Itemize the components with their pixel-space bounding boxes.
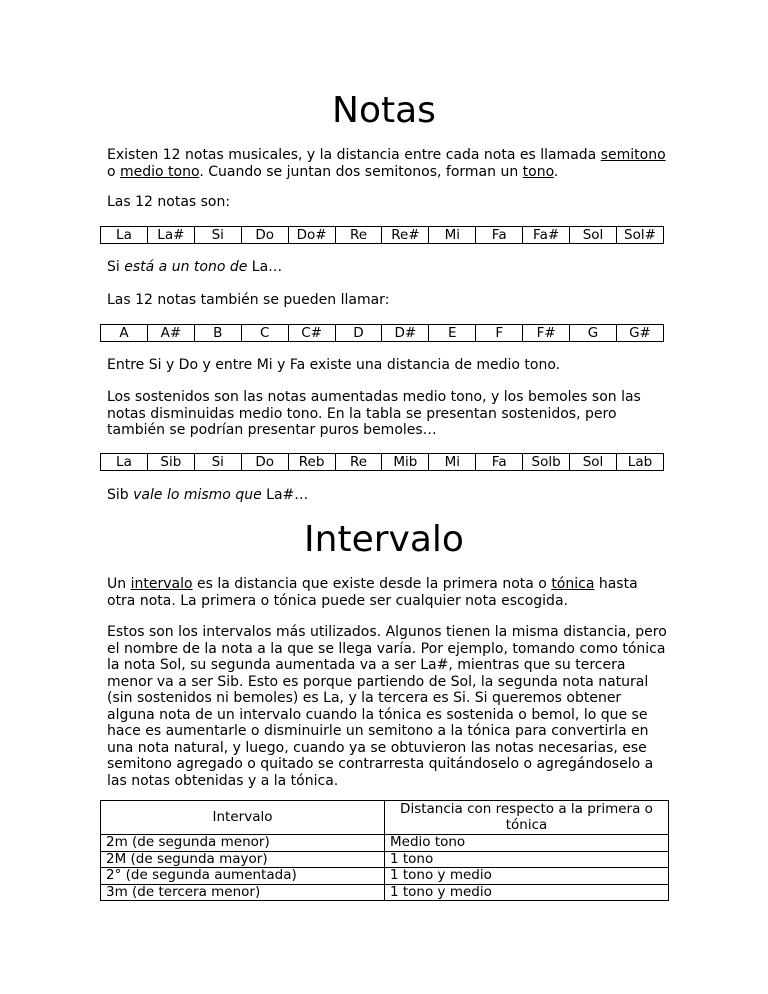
notas-list-label: Las 12 notas son: — [107, 194, 231, 210]
si-tono-note: Si está a un tono de La… — [107, 259, 283, 275]
note-cell: Reb — [288, 454, 335, 471]
note-cell: Sol — [570, 454, 617, 471]
notes-table-flats — [100, 453, 664, 471]
note-cell: Fa — [476, 454, 523, 471]
medio-tono-term: medio tono — [120, 163, 200, 180]
intervalo-term: intervalo — [130, 576, 193, 592]
intervalo-definition: Un intervalo es la distancia que existe desde la primera nota o tónica hasta otra nota. La primera o tónica puede ser cualquier nota escogida. — [107, 576, 638, 609]
note-cell: La — [101, 454, 148, 471]
interval-distance-cell: 1 tono y medio — [385, 884, 669, 901]
note-cell: F# — [523, 325, 570, 342]
note-cell: Re — [335, 227, 382, 244]
note-cell: C — [241, 325, 288, 342]
sib-note: Sib vale lo mismo que La#… — [107, 487, 309, 503]
note-cell: Lab — [616, 454, 663, 471]
note-cell: Mi — [429, 227, 476, 244]
table-row — [101, 884, 669, 901]
sharps-flats-paragraph: Los sostenidos son las notas aumentadas medio tono, y los bemoles son las notas disminuidas medio tono. En la tabla se presentan sostenidos, pero también se podrían presentar puros bemoles… — [107, 389, 641, 438]
table-row — [101, 454, 664, 471]
note-cell: Do — [241, 454, 288, 471]
semitono-term: semitono — [600, 147, 666, 163]
note-cell: Sol# — [616, 227, 663, 244]
notes-table-letters — [100, 324, 664, 342]
note-cell: Si — [194, 454, 241, 471]
notes-table-latin — [100, 226, 664, 244]
note-cell: E — [429, 325, 476, 342]
note-cell: Si — [194, 227, 241, 244]
alt-names-label: Las 12 notas también se pueden llamar: — [107, 292, 390, 308]
note-cell: Sib — [147, 454, 194, 471]
note-cell: Solb — [523, 454, 570, 471]
interval-distance-cell: Medio tono — [385, 835, 669, 852]
interval-name-cell: 2° (de segunda aumentada) — [101, 868, 385, 885]
interval-distance-cell: 1 tono y medio — [385, 868, 669, 885]
notas-title: Notas — [332, 90, 436, 131]
note-cell: Fa — [476, 227, 523, 244]
table-row — [101, 868, 669, 885]
tonica-term: tónica — [551, 576, 595, 592]
note-cell: A# — [147, 325, 194, 342]
note-cell: Mi — [429, 454, 476, 471]
table-row — [101, 835, 669, 852]
table-row — [101, 851, 669, 868]
note-cell: A — [101, 325, 148, 342]
note-cell: B — [194, 325, 241, 342]
note-cell: Do# — [288, 227, 335, 244]
column-header-distancia: Distancia con respecto a la primera o tónica — [385, 801, 669, 835]
note-cell: Mib — [382, 454, 429, 471]
interval-name-cell: 2m (de segunda menor) — [101, 835, 385, 852]
note-cell: D — [335, 325, 382, 342]
note-cell: C# — [288, 325, 335, 342]
interval-distance-cell: 1 tono — [385, 851, 669, 868]
table-header-row — [101, 801, 669, 835]
intervalo-title: Intervalo — [304, 519, 464, 560]
note-cell: Sol — [570, 227, 617, 244]
intervals-table — [100, 800, 669, 901]
note-cell: La# — [147, 227, 194, 244]
note-cell: F — [476, 325, 523, 342]
notas-intro-paragraph: Existen 12 notas musicales, y la distancia entre cada nota es llamada semitono o medio tono. Cuando se juntan dos semitonos, forman un tono. — [107, 147, 666, 180]
half-tone-paragraph: Entre Si y Do y entre Mi y Fa existe una distancia de medio tono. — [107, 357, 561, 373]
column-header-intervalo: Intervalo — [101, 801, 385, 835]
interval-name-cell: 2M (de segunda mayor) — [101, 851, 385, 868]
note-cell: Do — [241, 227, 288, 244]
intervalo-explanation: Estos son los intervalos más utilizados. Algunos tienen la misma distancia, pero el nombre de la nota a la que se llega varía. Por ejemplo, tomando como tónica la nota Sol, su segunda aumentada va a ser La#, mientras que su tercera menor va a ser Sib. Esto es porque partiendo de Sol, la segunda nota natural (sin sostenidos ni bemoles) es La, y la tercera es Si. Si queremos obtener alguna nota de un intervalo cuando la tónica es sostenida o bemol, lo que se hace es aumentarle o disminuirle un semitono a la tónica para convertirla en una nota natural, y luego, cuando ya se obtuvieron las notas necesarias, ese semitono agregado o quitado se contrarresta quitándoselo o agregándoselo a las notas obtenidas y a la tónica. — [107, 624, 667, 789]
note-cell: Re — [335, 454, 382, 471]
note-cell: G — [570, 325, 617, 342]
note-cell: G# — [616, 325, 663, 342]
tono-term: tono — [522, 163, 554, 180]
note-cell: Fa# — [523, 227, 570, 244]
table-row — [101, 325, 664, 342]
note-cell: D# — [382, 325, 429, 342]
note-cell: La — [101, 227, 148, 244]
table-row — [101, 227, 664, 244]
interval-name-cell: 3m (de tercera menor) — [101, 884, 385, 901]
note-cell: Re# — [382, 227, 429, 244]
